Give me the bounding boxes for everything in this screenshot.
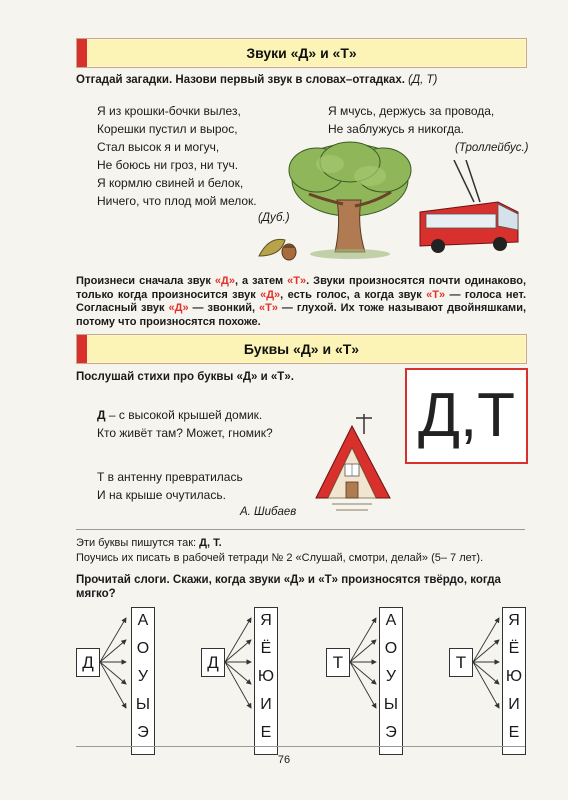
syllable-arrows [100, 604, 130, 724]
sound-d: «Д» [214, 275, 235, 287]
poem-line: И на крыше очутилась. [97, 488, 226, 502]
para-text: — звонкий, [188, 302, 259, 314]
vowel: Я [508, 612, 520, 629]
vowel: Ю [505, 668, 523, 685]
riddle-trolleybus [328, 102, 494, 138]
vowel-column [502, 607, 526, 755]
page-number: 76 [277, 754, 291, 766]
vowel: Ы [383, 696, 399, 713]
trolleybus-illustration [414, 160, 526, 258]
vowel: И [260, 696, 272, 713]
instruction-text: Отгадай загадки. Назови первый звук в словах–отгадках. [76, 74, 405, 86]
vowel: Ё [508, 640, 520, 657]
poem-line: Не боюсь ни гроз, ни туч. [97, 158, 239, 172]
poem-line: Корешки пустил и вырос, [97, 122, 238, 136]
poem-instruction: Послушай стихи про буквы «Д» и «Т». [76, 371, 294, 383]
para-text: — глухой. Их тоже называют двойняшками, потому что произносятся похоже. [76, 302, 527, 328]
consonant-cell: Т [449, 648, 473, 677]
vowel: У [137, 668, 149, 685]
vowel: О [136, 640, 150, 657]
syllables-task: Прочитай слоги. Скажи, когда звуки «Д» и «Т» произносятся твёрдо, когда мягко? [76, 574, 501, 600]
big-letters: Д,Т [417, 381, 516, 450]
vowel: Е [508, 724, 520, 741]
footer-divider [76, 746, 525, 747]
poem-author: А. Шибаев [240, 506, 297, 518]
sound-d: «Д» [168, 302, 189, 314]
section-title: Буквы «Д» и «Т» [243, 341, 360, 357]
poem-line: Я из крошки-бочки вылез, [97, 104, 241, 118]
vowel: А [385, 612, 397, 629]
vowel: У [385, 668, 397, 685]
written-letters: Д, Т. [199, 537, 222, 549]
riddle-instruction [76, 74, 536, 86]
vowel: Я [260, 612, 272, 629]
section-banner-letters [76, 334, 527, 364]
sound-d: «Д» [260, 288, 281, 301]
answer-trolleybus: (Троллейбус.) [455, 142, 529, 154]
vowel: Э [137, 724, 149, 741]
poem-t [97, 468, 243, 504]
syllable-arrows [473, 604, 503, 724]
sound-t: «Т» [426, 288, 446, 301]
written-prefix: Эти буквы пишутся так: [76, 537, 200, 549]
section-banner-sounds [76, 38, 527, 68]
poem-line: Не заблужусь я никогда. [328, 122, 465, 136]
answer-oak: (Дуб.) [258, 212, 290, 224]
vowel: И [508, 696, 520, 713]
para-text: , а затем [234, 275, 288, 287]
section-title: Звуки «Д» и «Т» [246, 45, 357, 61]
instruction-hint: (Д, Т) [408, 74, 438, 86]
poem-line: Я мчусь, держусь за провода, [328, 104, 495, 118]
poem-line: – с высокой крышей домик. [105, 408, 263, 422]
vowel: А [137, 612, 149, 629]
para-text: Произнеси сначала звук [76, 275, 215, 287]
poem-line: Я кормлю свиней и белок, [97, 176, 244, 190]
vowel-column [379, 607, 403, 755]
para-text: — голоса нет. Согласный звук [76, 288, 526, 314]
consonant-cell: Д [201, 648, 225, 677]
vowel-column [254, 607, 278, 755]
para-text: , есть голос, а когда звук [280, 288, 427, 301]
consonant-cell: Т [326, 648, 350, 677]
sound-t: «Т» [287, 275, 307, 287]
letters-written [76, 536, 222, 551]
oak-tree-illustration [285, 140, 415, 268]
vowel: Ё [260, 640, 272, 657]
vowel: Э [385, 724, 397, 741]
syllable-arrows [350, 604, 380, 724]
acorn-leaf-icon [255, 230, 301, 264]
practice-note: Поучись их писать в рабочей тетради № 2 «Слушай, смотри, делай» (5– 7 лет). [76, 552, 484, 564]
divider [76, 529, 525, 530]
house-illustration [312, 412, 398, 516]
vowel: Ы [135, 696, 151, 713]
letters-box [405, 368, 528, 464]
riddle-oak [97, 102, 257, 210]
poem-line: Кто живёт там? Может, гномик? [97, 426, 273, 440]
letter-d-bold: Д [97, 408, 106, 422]
para-text: . Звуки произносятся почти одинаково, только когда произносится звук [76, 275, 526, 301]
vowel: Ю [257, 668, 275, 685]
sound-t: «Т» [259, 302, 278, 314]
poem-line: Т в антенну превратилась [97, 470, 243, 484]
sounds-explanation [76, 275, 526, 329]
poem-line: Ничего, что плод мой мелок. [97, 194, 257, 208]
vowel: О [384, 640, 398, 657]
vowel: Е [260, 724, 272, 741]
syllable-arrows [225, 604, 255, 724]
poem-line: Стал высок я и могуч, [97, 140, 220, 154]
poem-d [97, 406, 273, 442]
vowel-column [131, 607, 155, 755]
consonant-cell: Д [76, 648, 100, 677]
